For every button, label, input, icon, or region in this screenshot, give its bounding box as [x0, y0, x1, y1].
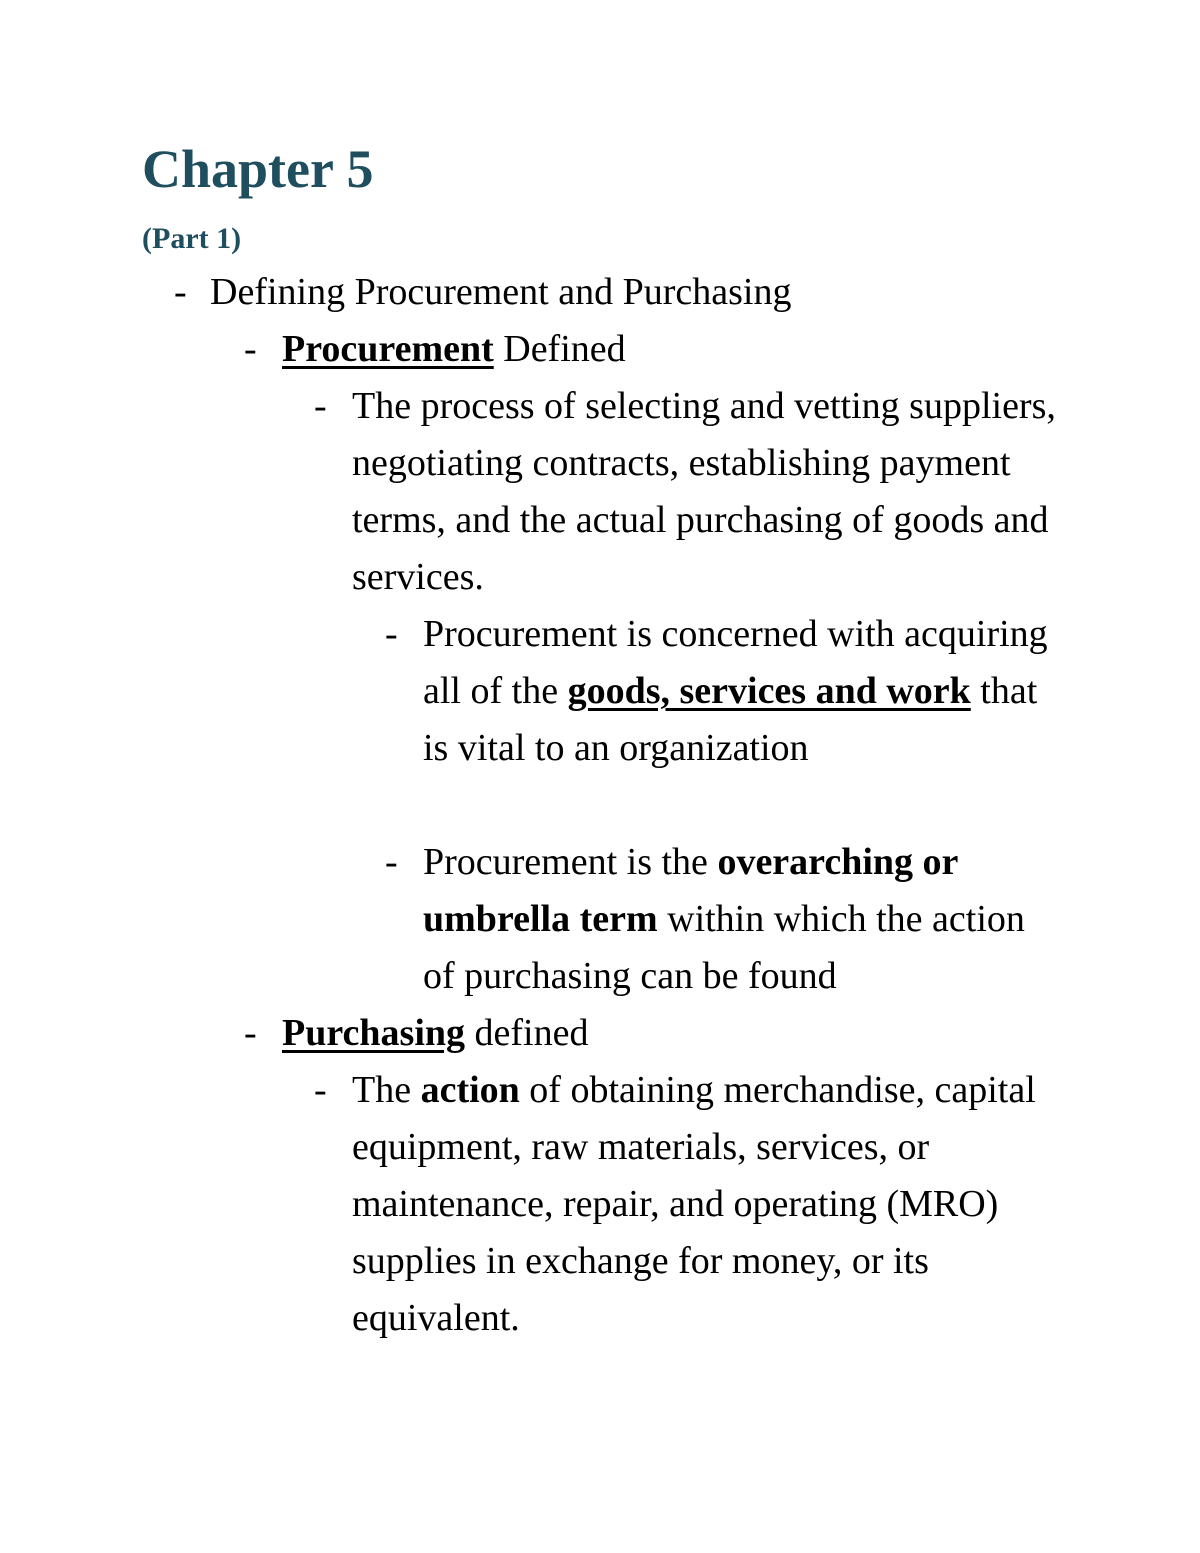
section-heading	[174, 264, 1110, 321]
point-1-after: that is vital to an organization	[423, 670, 1038, 769]
bullet-dash: -	[385, 613, 398, 655]
purchasing-before: The	[352, 1069, 421, 1111]
bullet-dash: -	[244, 1012, 257, 1054]
bullet-dash: -	[314, 385, 327, 427]
bullet-dash: -	[174, 271, 187, 313]
procurement-suffix: Defined	[493, 328, 626, 370]
section-heading-text: Defining Procurement and Purchasing	[210, 271, 792, 313]
purchasing-suffix: defined	[465, 1012, 589, 1054]
point-1-emphasis: goods, services and work	[567, 670, 971, 712]
procurement-heading	[244, 321, 1142, 378]
procurement-definition-text: The process of selecting and vetting suppliers, negotiating contracts, establishing payment terms, and the actual purchasing of goods and services.	[352, 385, 1056, 598]
procurement-point-2	[385, 834, 1063, 1005]
procurement-point-1	[385, 606, 1063, 777]
bullet-dash: -	[385, 841, 398, 883]
purchasing-emphasis: action	[420, 1069, 520, 1111]
point-1-before: Procurement is concerned with acquiring all of the	[423, 613, 1048, 712]
bullet-dash: -	[244, 328, 257, 370]
purchasing-definition	[314, 1062, 1072, 1347]
procurement-definition	[314, 378, 1072, 606]
point-2-before: Procurement is the	[423, 841, 718, 883]
chapter-title: Chapter 5	[142, 139, 374, 199]
point-2-emphasis: overarching or umbrella term	[423, 841, 958, 940]
point-2-after: within which the action of purchasing can be found	[423, 898, 1025, 997]
bullet-dash: -	[314, 1069, 327, 1111]
purchasing-after: of obtaining merchandise, capital equipment, raw materials, services, or maintenance, repair, and operating (MRO) supplies in exchange for money, or its equivalent.	[352, 1069, 1036, 1339]
procurement-term: Procurement	[282, 328, 494, 370]
purchasing-term: Purchasing	[282, 1012, 466, 1054]
purchasing-heading	[244, 1005, 1142, 1062]
chapter-subtitle: (Part 1)	[142, 222, 242, 255]
